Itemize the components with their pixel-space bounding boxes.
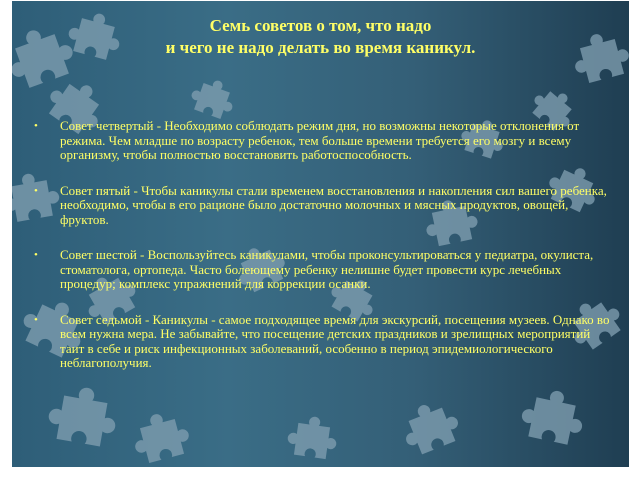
tips-list [34,119,614,371]
tip-item-6 [34,248,614,292]
puzzle-piece-icon [187,74,239,122]
puzzle-piece-icon [286,413,340,460]
slide-title-line-1: Семь советов о том, что надо [209,16,432,35]
puzzle-piece-icon [128,407,193,465]
bullet-icon: • [34,313,38,326]
tip-item-7 [34,313,614,371]
tip-text: Совет шестой - Воспользуйтесь каникулами, чтобы проконсультироваться у педиатра, окулиста, стоматолога, ортопеда. Часто болеющему ребенку нелишне будет провести курс лечебных процедур; комплекс упражнений для коррекции осанки. [60,247,594,291]
bullet-icon: • [34,249,38,261]
slide [12,1,629,467]
tip-text: Совет пятый - Чтобы каникулы стали временем восстановления и накопления сил вашего ребенка, необходимо, чтобы в его рационе было достаточно молочных и мясных продуктов, овощей, фруктов. [60,182,607,227]
slide-title [12,15,629,59]
slide-title-line-2: и чего не надо делать во время каникул. [165,38,476,57]
puzzle-piece-icon [518,385,588,447]
tip-item-4 [34,119,614,163]
bullet-icon: • [34,184,38,197]
tip-item-5 [34,184,614,228]
tip-text: Совет четвертый - Необходимо соблюдать режим дня, но возможны некоторые отклонения от режима. Чем младше по возрасту ребенок, тем больше времени требуется его мозгу и всему организму, чтобы полностью восстановить работоспособность. [60,118,580,162]
tip-text: Совет седьмой - Каникулы - самое подходящее время для экскурсий, посещения музеев. Однако во всем нужна мера. Не забывайте, что посещение детских праздников и зрелищных мероприятий таит в себе и риск инфекционных заболеваний, особенно в период эпидемиологического неблагополучия. [60,311,610,370]
puzzle-piece-icon [45,382,121,449]
bullet-icon: • [34,120,38,132]
puzzle-piece-icon [396,395,464,458]
